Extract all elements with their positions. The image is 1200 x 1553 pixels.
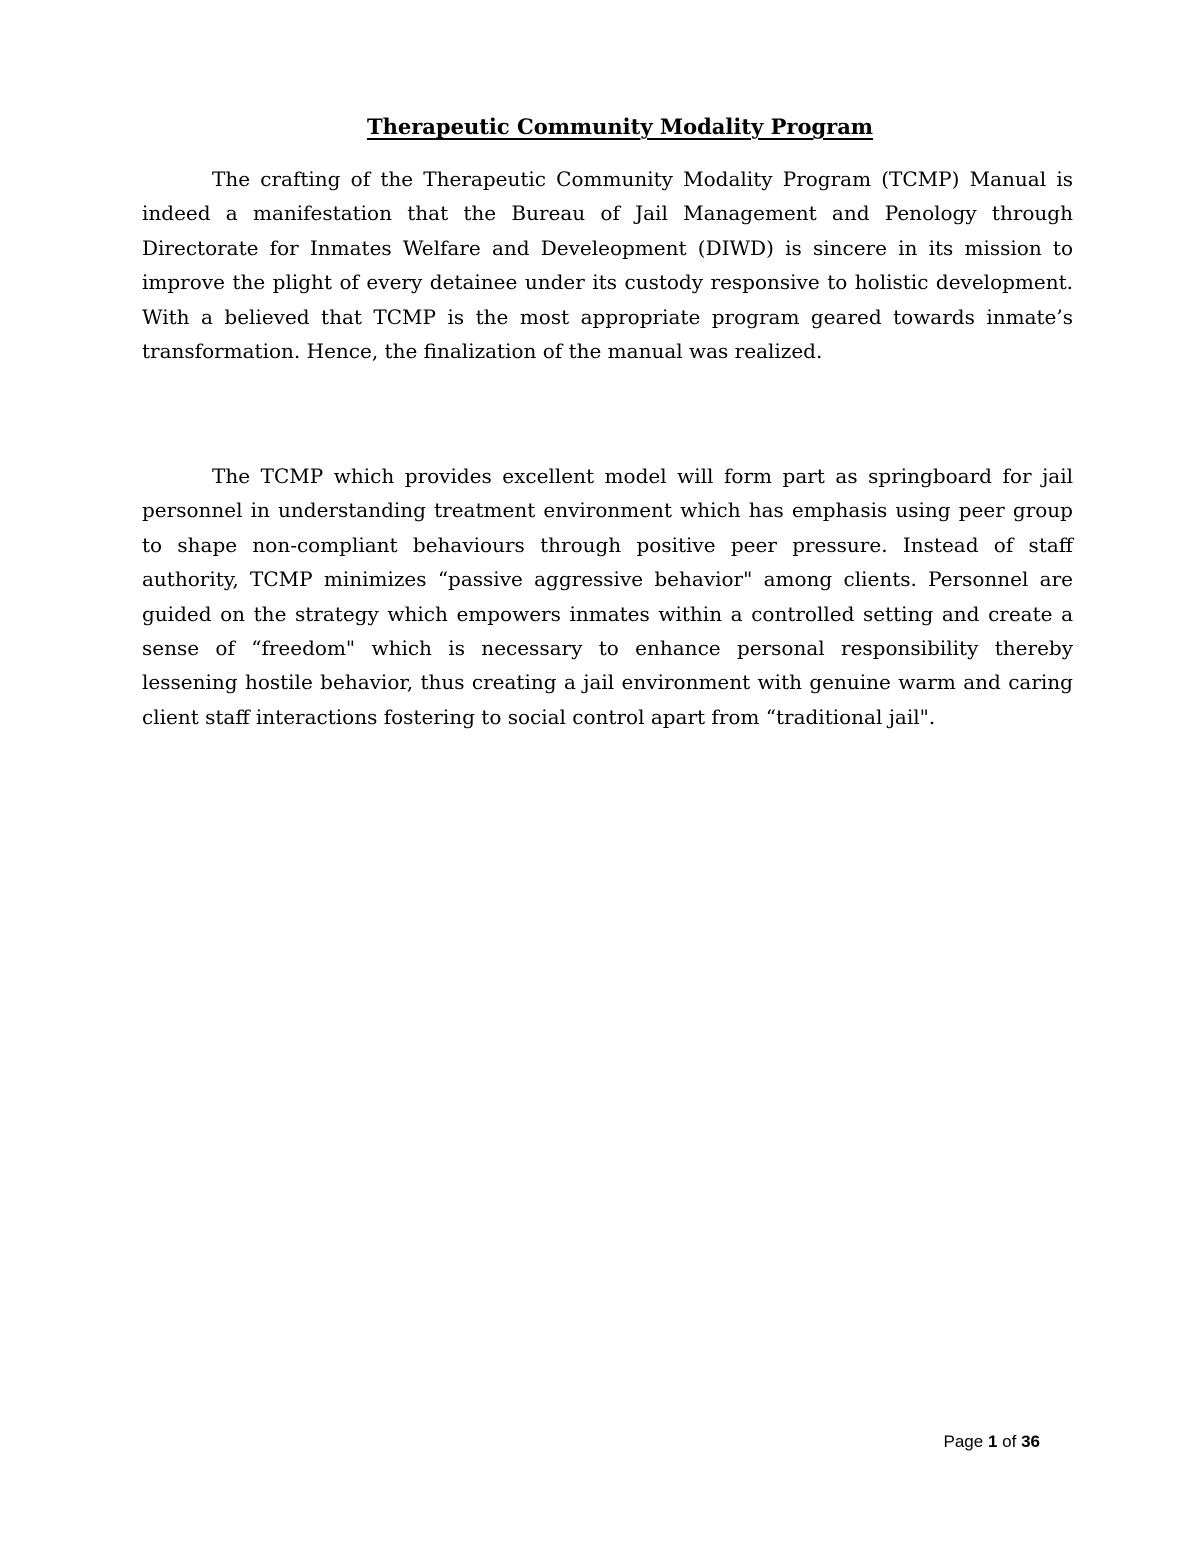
body-paragraph-2: The TCMP which provides excellent model will form part as springboard for jail personnel in understanding treatment environment which has emphasis using peer group to shape non-compliant behaviours through positive peer pressure. Instead of staff authority, TCMP minimizes “passive aggressive behavior" among clients. Personnel are guided on the strategy which empowers inmates within a controlled setting and create a sense of “freedom" which is necessary to enhance personal responsibility thereby lessening hostile behavior, thus creating a jail environment with genuine warm and caring client staff interactions fostering to social control apart from “traditional jail". [142, 464, 1073, 729]
page-title: Therapeutic Community Modality Program [366, 114, 874, 139]
total-pages-number: 36 [1021, 1432, 1040, 1451]
current-page-number: 1 [987, 1432, 998, 1451]
page-label: Page [943, 1432, 984, 1451]
page-number-footer [944, 1430, 1040, 1454]
body-paragraph-1: The crafting of the Therapeutic Community Modality Program (TCMP) Manual is indeed a manifestation that the Bureau of Jail Management and Penology through Directorate for Inmates Welfare and Develeopment (DIWD) is sincere in its mission to improve the plight of every detainee under its custody responsive to holistic development. With a believed that TCMP is the most appropriate program geared towards inmate’s transformation. Hence, the finalization of the manual was realized. [142, 167, 1073, 364]
of-label: of [1002, 1432, 1017, 1451]
